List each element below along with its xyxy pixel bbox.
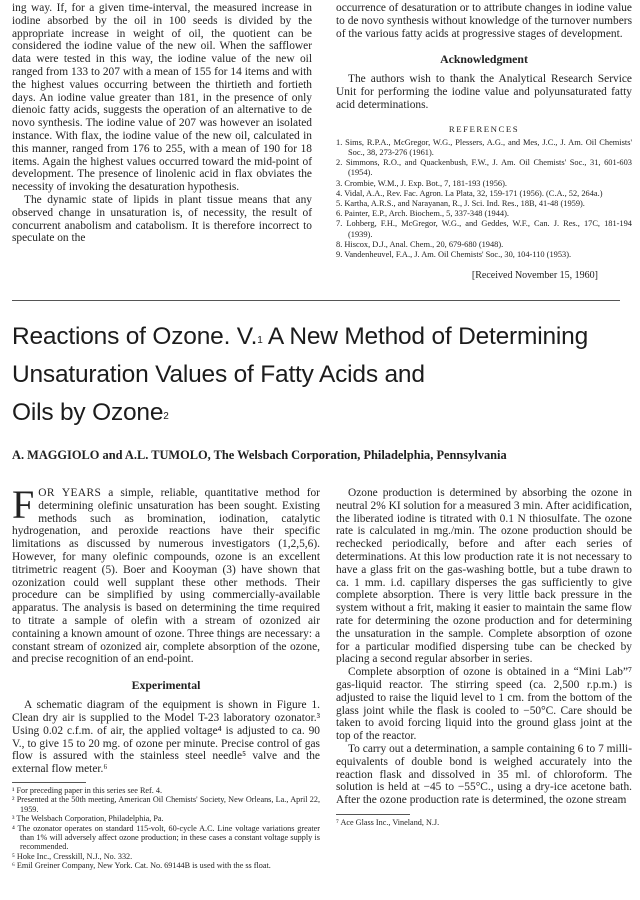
footnote-item: ¹ For preceding paper in this series see Ref. 4. (12, 785, 163, 795)
footnote-divider (336, 814, 410, 815)
article-authors: A. MAGGIOLO and A.L. TUMOLO, The Welsbach Corporation, Philadelphia, Pennsylvania (12, 448, 507, 462)
title-line-1-rest: A New Method of Determining (262, 323, 588, 350)
experimental-paragraph: A schematic diagram of the equipment is shown in Figure 1. Clean dry air is supplied to the Model T-23 laboratory ozonator.³ Using 0.02 c.f.m. of air, the applied voltage⁴ is adjusted to ca. 90 V., to give 15 to 20 mg. of ozone per minute. Precise control of gas flow is assured with the stainless steel needle⁵ valve and the external flow meter.⁶ (12, 699, 320, 776)
received-date: [Received November 15, 1960] (471, 270, 598, 282)
footnote-item: ⁵ Hoke Inc., Cresskill, N.J., No. 332. (12, 851, 133, 861)
footnote-item: ² Presented at the 50th meeting, American Oil Chemists' Society, New Orleans, La., April 22, 1959. (12, 795, 320, 814)
title-footnote-1: 1 (257, 335, 263, 346)
article-title (12, 318, 632, 432)
reference-item: 8. Hiscox, D.J., Anal. Chem., 20, 679-680 (1948). (336, 239, 504, 249)
footnote-divider (12, 782, 86, 783)
title-line-1: Reactions of Ozone. V. (12, 323, 258, 350)
drop-cap: F (12, 482, 35, 527)
top-right-paragraph-1: occurrence of desaturation or to attribute changes in iodine value to de novo synthesis without knowledge of the turnover numbers of the various fatty acids at progressive stages of development. (336, 2, 632, 40)
reference-item: 5. Kartha, A.R.S., and Narayanan, R., J. Sci. Ind. Res., 18B, 41-48 (1959). (336, 199, 585, 208)
intro-text: a simple, reliable, quantitative method for determining olefinic unsaturation has been sought. Existing methods such as bromination, iodination, catalytic hydrogenation, and peroxide reactions have their specific limitations as discussed by numerous investigators (1,2,5,6). However, for many olefinic compounds, ozone is an excellent titrimetric reagent (5). Boer and Kooyman (3) have shown that ozonization could well supplant these other methods. Their procedure can be simplified by using commercially-available apparatus. The analysis is based on determining the time required to titrate a sample of olefin with a stream of ozonized air containing a known amount of ozone. Three things are necessary: a constant stream of ozonized air, complete absorption of the ozone, and precise recognition of an end-point. (12, 487, 320, 666)
acknowledgment-text: The authors wish to thank the Analytical Research Service Unit for performing the iodine value and polyunsaturated fatty acid determinations. (336, 73, 632, 111)
footnote-item: ⁴ The ozonator operates on standard 115-volt, 60-cycle A.C. Line voltage variations greater than 1% will adversely affect ozone production; in these cases a constant voltage supply is recommended. (12, 823, 320, 852)
absorption-paragraph: Complete absorption of ozone is obtained in a “Mini Lab”⁷ gas-liquid reactor. The stirring speed (ca. 2,500 r.p.m.) is adjusted to raise the liquid level to 1 cm. from the bottom of the glass joint while the flask is cooled to −50°C. Care should be taken to avoid forcing liquid into the ground glass joint at the top of the reactor. (336, 666, 632, 743)
top-left-paragraph-1: ing way. If, for a given time-interval, the measured increase in iodine absorbed by the oil in 100 seeds is divided by the appropriate increase in weight of oil, the quotient can be considered the iodine value of the new oil. When the safflower data were tested in this way, the iodine value of the new oil ranged from 133 to 207 with a mean of 155 for 14 items and with the highest values occurring between the thirtieth and fortieth days. An iodine value greater than 181, in the presence of only dienoic fatty acids, suggests the operation of an alternative to de novo synthesis. The iodine value of 207 was however an isolated instance. With flax, the iodine value of the new oil, calculated in this manner, ranged from 176 to 255, with a mean of 190 for 18 items. Again the highest values occurred toward the mid-point of development. The presence of linolenic acid in flax obviates the necessity of invoking the desaturation hypothesis. (12, 2, 312, 194)
bottom-right-column (336, 487, 632, 827)
ozone-production-paragraph: Ozone production is determined by absorbing the ozone in neutral 2% KI solution for a measured 3 min. After acidification, the liberated iodine is titrated with 0.1 N thiosulfate. The ozone rate is calculated in mg./min. The ozone production should be rechecked periodically, before and after each series of determinations. At this low production rate it is not necessary to have a glass frit on the gas-washing bottle, but a tube drawn to ca. 1 mm. i.d. capillary disperses the gas sufficiently to give complete absorption. There is very little back pressure in the system without a frit, making it easier to maintain the same flow rate for determining the ozone production and for determining the unsaturation in the sample. Complete absorption of ozone for a particular modified dispersing tube can be checked by placing a second regular absorber in series. (336, 487, 632, 666)
footnotes-list (12, 786, 320, 871)
title-footnote-2: 2 (163, 411, 169, 422)
lead-smallcaps: OR YEARS (38, 487, 102, 499)
bottom-left-column (12, 482, 320, 871)
top-left-column (12, 2, 312, 245)
acknowledgment-heading: Acknowledgment (440, 52, 528, 67)
experimental-heading: Experimental (131, 678, 201, 693)
title-line-2: Unsaturation Values of Fatty Acids and (12, 361, 425, 388)
footnote-item: ³ The Welsbach Corporation, Philadelphia, Pa. (12, 814, 164, 824)
section-divider (12, 300, 620, 301)
top-right-column (336, 2, 632, 281)
reference-item: 1. Sims, R.P.A., McGregor, W.G., Plessers, A.G., and Mes, J.C., J. Am. Oil Chemists' Soc., 38, 273-276 (1961). (336, 137, 632, 157)
determination-paragraph: To carry out a determination, a sample containing 6 to 7 milli-equivalents of double bond is weighed accurately into the reaction flask and dissolved in 35 ml. of chloroform. The solution is held at −45 to −55°C., using a dry-ice acetone bath. After the ozone production rate is determined, the ozone stream (336, 742, 632, 807)
reference-item: 4. Vidal, A.A., Rev. Fac. Agron. La Plata, 32, 159-171 (1956). (C.A., 52, 264a.) (336, 188, 603, 198)
reference-item: 6. Painter, E.P., Arch. Biochem., 5, 337-348 (1944). (336, 209, 509, 219)
right-footnotes-list (336, 818, 632, 827)
title-line-3: Oils by Ozone (12, 399, 164, 426)
references-list (336, 138, 632, 260)
references-heading: REFERENCES (448, 123, 520, 134)
reference-item: 2. Simmons, R.O., and Quackenbush, F.W., J. Am. Oil Chemists' Soc., 31, 601-603 (1954). (336, 158, 632, 178)
footnote-item: ⁷ Ace Glass Inc., Vineland, N.J. (336, 817, 440, 827)
reference-item: 3. Crombie, W.M., J. Exp. Bot., 7, 181-193 (1956). (336, 178, 507, 188)
top-left-paragraph-2: The dynamic state of lipids in plant tissue means that any observed change in unsaturation is, of necessity, the result of concurrent anabolism and catabolism. It is therefore incorrect to speculate on the (12, 193, 312, 245)
footnote-item: ⁶ Emil Greiner Company, New York. Cat. No. 69144B is used with the ss float. (12, 861, 271, 871)
reference-item: 9. Vandenheuvel, F.A., J. Am. Oil Chemists' Soc., 30, 104-110 (1953). (336, 250, 572, 260)
reference-item: 7. Lohberg, F.H., McGregor, W.G., and Geddes, W.F., Can. J. Res., 17C, 181-194 (1939). (336, 219, 632, 239)
intro-paragraph (12, 482, 320, 666)
